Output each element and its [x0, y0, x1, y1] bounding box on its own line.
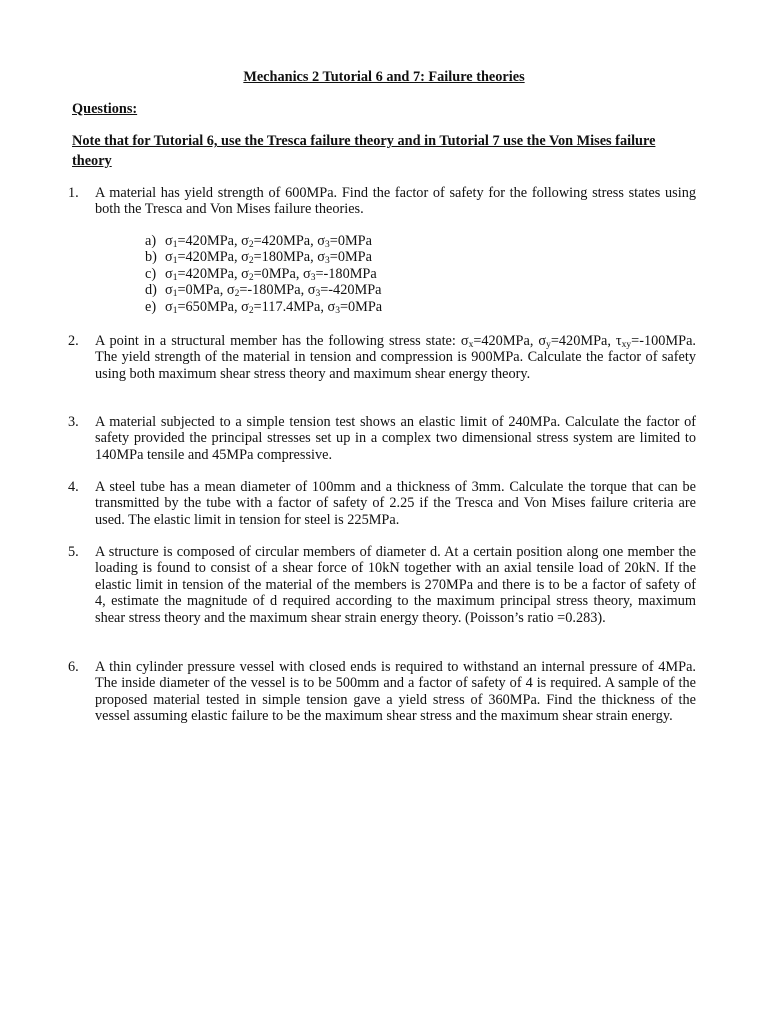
question-number: 2.	[68, 333, 79, 349]
question-2	[68, 333, 697, 382]
subpart-b: b) $\sigma_1=420MPa$, $\sigma_2=180MPa$, $\sigma_3=0MPa$	[145, 249, 372, 267]
subpart-e: e) $\sigma_1=650MPa$, $\sigma_2=117.4MPa$, $\sigma_3=0MPa$	[145, 298, 383, 316]
question-4	[68, 479, 696, 528]
subpart-list	[145, 233, 382, 315]
question-text: A material has yield strength of 600MPa. Find the factor of safety for the following stress states using both the Tresca and Von Mises failure theories.	[95, 185, 696, 218]
question-3	[68, 414, 696, 463]
question-1	[68, 185, 696, 218]
question-text: A structure is composed of circular members of diameter d. At a certain position along one member the loading is found to consist of a shear force of 10kN together with an axial tensile load of 20kN. If the elastic limit in tension of the material of the members is 270MPa and there is to be a factor of safety of 4, estimate the magnitude of d required according to the maximum principal stress theory, maximum shear stress theory and the maximum shear strain energy theory. (Poisson’s ratio =0.283).	[95, 544, 696, 626]
question-6	[68, 659, 696, 725]
question-number: 4.	[68, 479, 79, 495]
subpart-label: a)	[145, 233, 157, 249]
question-number: 3.	[68, 414, 79, 430]
subpart-a: a) $\sigma_1=420MPa$, $\sigma_2=420MPa$, $\sigma_3=0MPa$	[145, 233, 372, 250]
subpart-label: c)	[145, 265, 157, 282]
subpart-label: d)	[145, 282, 157, 299]
question-number: 5.	[68, 544, 79, 560]
question-text: A thin cylinder pressure vessel with closed ends is required to withstand an internal pressure of 4MPa. The inside diameter of the vessel is to be 500mm and a factor of safety of 4 is required. A sample of the proposed material tested in simple tension gave a yield stress of 360MPa. Find the thickness of the vessel assuming elastic failure to be the maximum shear stress and the maximum shear strain energy.	[95, 659, 696, 725]
question-number: 1.	[68, 185, 79, 201]
questions-heading: Questions:	[72, 101, 138, 117]
tutorial-note: Note that for Tutorial 6, use the Tresca failure theory and in Tutorial 7 use the Von Mises failure theory	[72, 133, 656, 169]
subpart-label: b)	[145, 249, 157, 266]
question-text: A point in a structural member has the following stress state: $\sigma_x=420MPa$, $\sigma_y=420MPa$, $\tau_{xy}=-100MPa$. The yield strength of the material in tension and compression is 900MPa. Calculate the factor of safety using both maximum shear stress theory and maximum shear energy theory.	[95, 333, 697, 382]
subpart-c: c) $\sigma_1=420MPa$, $\sigma_2=0MPa$, $\sigma_3=-180MPa$	[145, 265, 377, 283]
question-text: A steel tube has a mean diameter of 100mm and a thickness of 3mm. Calculate the torque that can be transmitted by the tube with a factor of safety of 2.25 if the Tresca and Von Mises failure criteria are used. The elastic limit in tension for steel is 225MPa.	[95, 479, 696, 528]
question-number: 6.	[68, 659, 79, 675]
question-text: A material subjected to a simple tension test shows an elastic limit of 240MPa. Calculate the factor of safety provided the principal stresses set up in a complex two dimensional stress system are limited to 140MPa tensile and 45MPa compressive.	[95, 414, 696, 463]
subpart-label: e)	[145, 298, 157, 315]
subpart-d: d) $\sigma_1=0MPa$, $\sigma_2=-180MPa$, $\sigma_3=-420MPa$	[145, 282, 382, 300]
question-5	[68, 544, 696, 626]
document-title: Mechanics 2 Tutorial 6 and 7: Failure theories	[243, 69, 525, 85]
